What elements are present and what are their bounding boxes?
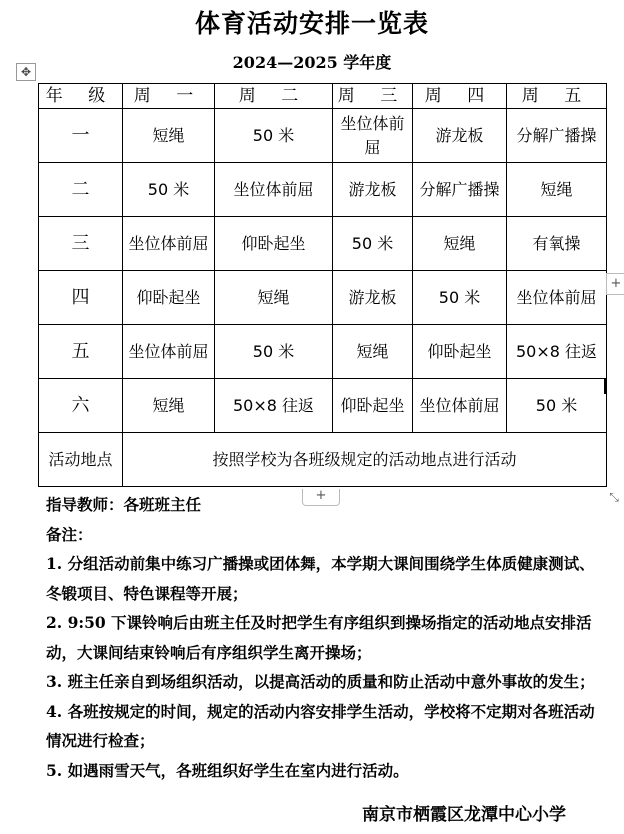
table-cell[interactable]: 50 米	[215, 109, 333, 163]
school-year: 2024—2025 学年度	[232, 53, 392, 72]
table-cell[interactable]: 短绳	[123, 109, 215, 163]
text-cursor	[604, 378, 606, 394]
table-cell[interactable]: 坐位体前屈	[123, 217, 215, 271]
grade-cell[interactable]: 五	[39, 325, 123, 379]
table-cell[interactable]: 坐位体前屈	[215, 163, 333, 217]
table-cell[interactable]: 短绳	[413, 217, 507, 271]
table-row	[39, 379, 607, 433]
grade-cell[interactable]: 二	[39, 163, 123, 217]
table-row	[39, 271, 607, 325]
schedule-table	[38, 83, 607, 487]
add-column-icon[interactable]: +	[606, 273, 624, 295]
table-cell[interactable]: 50 米	[215, 325, 333, 379]
document-title: 体育活动安排一览表	[194, 9, 429, 38]
note-item-2: 2. 9:50 下课铃响后由班主任及时把学生有序组织到操场指定的活动地点安排活动，大课间结束铃响后有序组织学生离开操场；	[46, 613, 592, 662]
table-cell[interactable]: 仰卧起坐	[123, 271, 215, 325]
note-item-1: 1. 分组活动前集中练习广播操或团体舞，本学期大课间围绕学生体质健康测试、冬锻项目、特色课程等开展；	[46, 554, 595, 603]
table-cell[interactable]: 短绳	[215, 271, 333, 325]
table-cell[interactable]: 坐位体前屈	[333, 109, 413, 163]
table-cell[interactable]: 游龙板	[413, 109, 507, 163]
grade-cell[interactable]: 四	[39, 271, 123, 325]
table-cell[interactable]: 50 米	[123, 163, 215, 217]
table-cell[interactable]: 仰卧起坐	[333, 379, 413, 433]
table-cell[interactable]: 50 米	[333, 217, 413, 271]
note-item-3: 3. 班主任亲自到场组织活动，以提高活动的质量和防止活动中意外事故的发生；	[46, 672, 595, 691]
table-row	[39, 163, 607, 217]
school-name: 南京市栖霞区龙潭中心小学	[362, 805, 566, 825]
grade-cell[interactable]: 三	[39, 217, 123, 271]
table-cell[interactable]: 分解广播操	[413, 163, 507, 217]
location-value[interactable]: 按照学校为各班级规定的活动地点进行活动	[123, 433, 607, 487]
header-tue[interactable]: 周 二	[215, 84, 333, 109]
table-cell[interactable]: 仰卧起坐	[413, 325, 507, 379]
table-cell[interactable]: 短绳	[123, 379, 215, 433]
table-row	[39, 109, 607, 163]
header-fri[interactable]: 周 五	[507, 84, 607, 109]
table-cell[interactable]: 坐位体前屈	[123, 325, 215, 379]
table-cell[interactable]: 50 米	[413, 271, 507, 325]
header-mon[interactable]: 周 一	[123, 84, 215, 109]
table-cell[interactable]: 仰卧起坐	[215, 217, 333, 271]
teacher-line: 指导教师：各班班主任	[46, 495, 202, 514]
location-label[interactable]: 活动地点	[39, 433, 123, 487]
table-cell[interactable]: 游龙板	[333, 271, 413, 325]
header-thu[interactable]: 周 四	[413, 84, 507, 109]
table-cell[interactable]: 50 米	[507, 379, 607, 433]
remark-label: 备注：	[46, 524, 93, 544]
location-row	[39, 433, 607, 487]
table-move-icon[interactable]: ✥	[16, 63, 36, 81]
header-grade[interactable]: 年 级	[39, 84, 123, 109]
notes-section	[46, 490, 602, 785]
table-cell[interactable]: 50×8 往返	[215, 379, 333, 433]
header-wed[interactable]: 周 三	[333, 84, 413, 109]
table-cell[interactable]: 游龙板	[333, 163, 413, 217]
header-row	[39, 84, 607, 109]
table-cell[interactable]: 短绳	[507, 163, 607, 217]
grade-cell[interactable]: 一	[39, 109, 123, 163]
table-row	[39, 325, 607, 379]
table-row	[39, 217, 607, 271]
table-cell[interactable]: 分解广播操	[507, 109, 607, 163]
table-cell[interactable]: 有氧操	[507, 217, 607, 271]
grade-cell[interactable]: 六	[39, 379, 123, 433]
table-cell[interactable]: 坐位体前屈	[507, 271, 607, 325]
note-item-4: 4. 各班按规定的时间，规定的活动内容安排学生活动，学校将不定期对各班活动情况进行检查；	[46, 701, 595, 750]
table-cell[interactable]: 50×8 往返	[507, 325, 607, 379]
table-cell[interactable]: 坐位体前屈	[413, 379, 507, 433]
add-row-icon[interactable]: +	[302, 489, 340, 506]
table-resize-icon[interactable]: ⤡	[609, 490, 619, 504]
note-item-5: 5. 如遇雨雪天气，各班组织好学生在室内进行活动。	[46, 760, 409, 780]
table-cell[interactable]: 短绳	[333, 325, 413, 379]
